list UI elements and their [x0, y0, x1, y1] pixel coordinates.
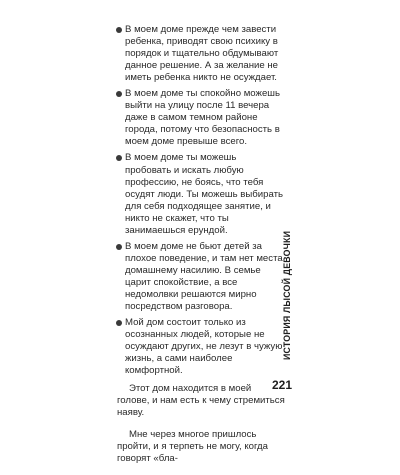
running-title: ИСТОРИЯ ЛЫСОЙ ДЕВОЧКИ — [282, 230, 292, 360]
list-item-text: Мой дом состоит только из осознанных людей, которые не осуждают других, не лезут в чужую жизнь, а сами наиболее комфортной. — [125, 317, 283, 377]
paragraph: Этот дом находится в моей голове, и нам есть к чему стремиться наяву. — [117, 383, 285, 419]
list-item-text: В моем доме ты спокойно можешь выйти на улицу после 11 вечера даже в самом темном районе города, потому что безопасность в моем доме превыше всего. — [125, 88, 280, 148]
bullet-icon — [116, 91, 122, 97]
list-item — [117, 24, 285, 84]
list-item-text: В моем доме не бьют детей за плохое поведение, и там нет места домашнему насилию. В семье царит спокойствие, а все недомолвки решаются мирно посредством разговора. — [125, 240, 283, 313]
list-item-text: В моем доме ты можешь пробовать и искать любую профессию, не боясь, что тебя осудят люди. Ты можешь выбирать для себя подходящее занятие, и никто не скажет, что ты занимаешься ерундой. — [125, 152, 283, 236]
page-number: 221 — [272, 378, 293, 392]
bullet-icon — [116, 27, 122, 33]
bullet-icon — [116, 155, 122, 161]
list-item — [117, 152, 285, 236]
paragraph: Мне через многое пришлось пройти, и я терпеть не могу, когда говорят «бла- — [117, 429, 268, 465]
page-text — [117, 24, 285, 475]
bullet-icon — [116, 244, 122, 250]
list-item — [117, 88, 285, 148]
list-item — [117, 317, 285, 377]
list-item — [117, 241, 285, 313]
list-item-text: В моем доме прежде чем завести ребенка, приводят свою психику в порядок и тщательно обдумывают данное решение. А за желание не иметь ребенка никто не осуждает. — [125, 24, 279, 84]
bullet-icon — [116, 320, 122, 326]
